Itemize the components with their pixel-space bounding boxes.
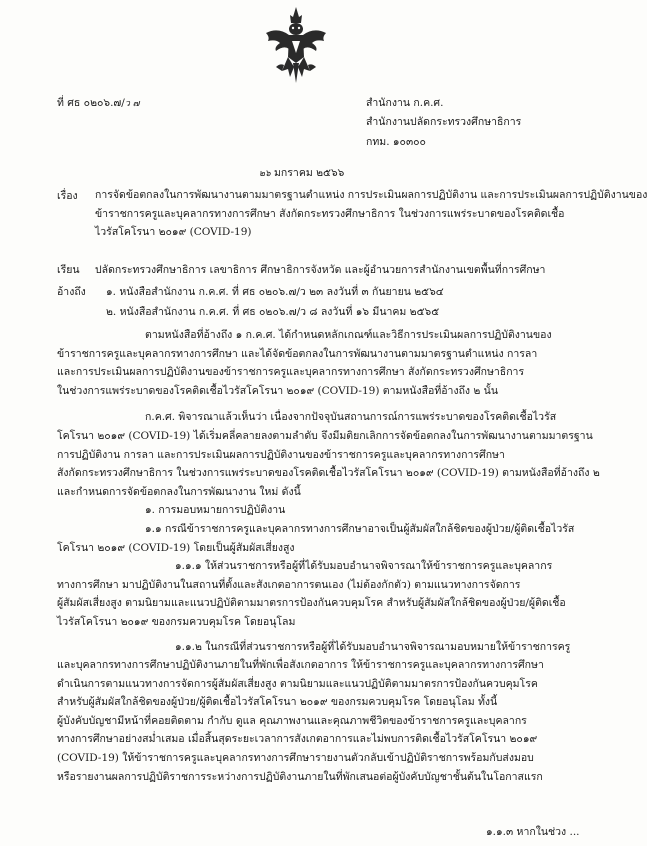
recipient-text: ปลัดกระทรวงศึกษาธิการ เลขาธิการ ศึกษาธิการจังหวัด และผู้อำนวยการสำนักงานเขตพื้นที่การศึกษา [95,264,546,276]
reference-item: ๒. หนังสือสำนักงาน ก.ค.ศ. ที่ ศธ ๐๒๐๖.๗/ว ๘ ลงวันที่ ๑๖ มีนาคม ๒๕๖๕ [106,306,440,318]
subject-line: ข้าราชการครูและบุคลากรทางการศึกษา สังกัดกระทรวงศึกษาธิการ ในช่วงการแพร่ระบาดของโรคติดเชื้อ [95,207,565,220]
body-line: ในช่วงการแพร่ระบาดของโรคติดเชื้อไวรัสโคโรนา ๒๐๑๙ (COVID-19) ตามหนังสือที่อ้างถึง ๒ นั้น [57,384,499,397]
reference-number [57,97,140,111]
body-line: ทางการศึกษา มาปฏิบัติงานในสถานที่ตั้งและสังเกตอาการตนเอง (ไม่ต้องกักตัว) ตามแนวทางการจัดการ [57,578,521,591]
body-line: หรือรายงานผลการปฏิบัติราชการระหว่างการปฏิบัติงานภายในที่พักเสนอต่อผู้บังคับบัญชาชั้นต้นในโอกาสแรก [57,770,543,783]
body-line: สำหรับผู้สัมผัสใกล้ชิดของผู้ป่วย/ผู้ติดเชื้อไวรัสโคโรนา ๒๐๑๙ ของกรมควบคุมโรค โดยอนุโลม ทั้งนี้ [57,696,498,709]
date-month-year: มกราคม ๒๕๖๖ [274,167,345,179]
sender-office: สำนักงานปลัดกระทรวงศึกษาธิการ [366,116,522,128]
body-line: ข้าราชการครูและบุคลากรทางการศึกษา และได้จัดข้อตกลงในการพัฒนางานตามมาตรฐานตำแหน่ง การลา [57,347,538,360]
reference-item: ๑. หนังสือสำนักงาน ก.ค.ศ. ที่ ศธ ๐๒๐๖.๗/ว ๒๓ ลงวันที่ ๓ กันยายน ๒๕๖๔ [106,286,444,298]
subject-label: เรื่อง [57,190,78,202]
reference-number-handwritten: ว ๗ [124,99,140,109]
sender-postcode: กทม. ๑๐๓๐๐ [366,136,426,148]
body-line: ๑.๑.๑ ให้ส่วนราชการหรือผู้ที่ได้รับมอบอำนาจพิจารณาให้ข้าราชการครูและบุคลากร [175,560,553,573]
letter-body [57,326,600,786]
body-line: (COVID-19) ให้ข้าราชการครูและบุคลากรทางการศึกษารายงานตัวกลับเข้าปฏิบัติราชการพร้อมกับส่งมอบ [57,752,534,765]
garuda-emblem-icon [260,5,332,85]
date-day-handwritten: ๒๖ [259,169,271,179]
body-line: ผู้สัมผัสเสี่ยงสูง ตามนิยามและแนวปฏิบัติตามมาตรการป้องกันควบคุมโรค สำหรับผู้สัมผัสใกล้ชิดของผู้ป่วย/ผู้ติดเชื้อ [57,597,566,610]
body-line: ก.ค.ศ. พิจารณาแล้วเห็นว่า เนื่องจากปัจจุบันสถานการณ์การแพร่ระบาดของโรคติดเชื้อไวรัส [145,411,557,424]
reference-number-text: ที่ ศธ ๐๒๐๖.๗/ [57,97,125,109]
recipient-label: เรียน [57,264,80,276]
letter-date [259,167,344,181]
subject-line: ไวรัสโคโรนา ๒๐๑๙ (COVID-19) [95,226,252,239]
body-line: ๑.๑.๒ ในกรณีที่ส่วนราชการหรือผู้ที่ได้รับมอบอำนาจพิจารณามอบหมายให้ข้าราชการครู [175,640,571,653]
subject-text [95,186,647,242]
body-line: การปฏิบัติงาน การลา และการประเมินผลการปฏิบัติงานของข้าราชการครูและบุคลากรทางการศึกษา [57,448,505,461]
body-line: ตามหนังสือที่อ้างถึง ๑ ก.ค.ศ. ได้กำหนดหลักเกณฑ์และวิธีการประเมินผลการปฏิบัติงานของ [145,329,552,341]
body-line: โคโรนา ๒๐๑๙ (COVID-19) ได้เริ่มคลี่คลายลงตามลำดับ จึงมีมติยกเลิกการจัดข้อตกลงในการพัฒนางานตามมาตรฐาน [57,429,593,442]
body-line: และกำหนดการจัดข้อตกลงในการพัฒนางาน ใหม่ ดังนี้ [57,485,301,498]
body-line: และบุคลากรทางการศึกษาปฏิบัติงานภายในที่พักเพื่อสังเกตอาการ ให้ข้าราชการครูและบุคลากรทางการศึกษา [57,659,544,672]
page-continuation: ๑.๑.๓ หากในช่วง ... [486,826,580,838]
body-line: โคโรนา ๒๐๑๙ (COVID-19) โดยเป็นผู้สัมผัสเสี่ยงสูง [57,541,295,554]
body-line: ทางการศึกษาอย่างสม่ำเสมอ เมื่อสิ้นสุดระยะเวลาการสังเกตอาการและไม่พบการติดเชื้อไวรัสโคโรนา ๒๐๑๙ [57,733,538,746]
body-line: สังกัดกระทรวงศึกษาธิการ ในช่วงการแพร่ระบาดของโรคติดเชื้อไวรัสโคโรนา ๒๐๑๙ (COVID-19) ตามหนังสือที่อ้างถึง ๒ [57,467,600,480]
body-line: และการประเมินผลการปฏิบัติงานของข้าราชการครูและบุคลากรทางการศึกษา สังกัดกระทรวงศึกษาธิการ [57,366,525,379]
body-line: ดำเนินการตามแนวทางการจัดการผู้สัมผัสเสี่ยงสูง ตามนิยามและแนวปฏิบัติตามมาตรการป้องกันควบคุมโรค [57,677,538,690]
section-heading: ๑. การมอบหมายการปฏิบัติงาน [145,504,286,517]
body-line: ไวรัสโคโรนา ๒๐๑๙ ของกรมควบคุมโรค โดยอนุโลม [57,615,296,628]
subject-line: การจัดข้อตกลงในการพัฒนางานตามมาตรฐานตำแหน่ง การประเมินผลการปฏิบัติงาน และการประเมินผลการปฏิบัติงานของ [95,189,647,201]
sender-agency: สำนักงาน ก.ค.ศ. [366,97,444,109]
body-line: ผู้บังคับบัญชามีหน้าที่คอยติดตาม กำกับ ดูแล คุณภาพงานและคุณภาพชีวิตของข้าราชการครูและบุคลากร [57,714,527,727]
body-line: ๑.๑ กรณีข้าราชการครูและบุคลากรทางการศึกษาอาจเป็นผู้สัมผัสใกล้ชิดของผู้ป่วย/ผู้ติดเชื้อไวรัส [145,522,575,535]
reference-label: อ้างถึง [57,286,86,298]
